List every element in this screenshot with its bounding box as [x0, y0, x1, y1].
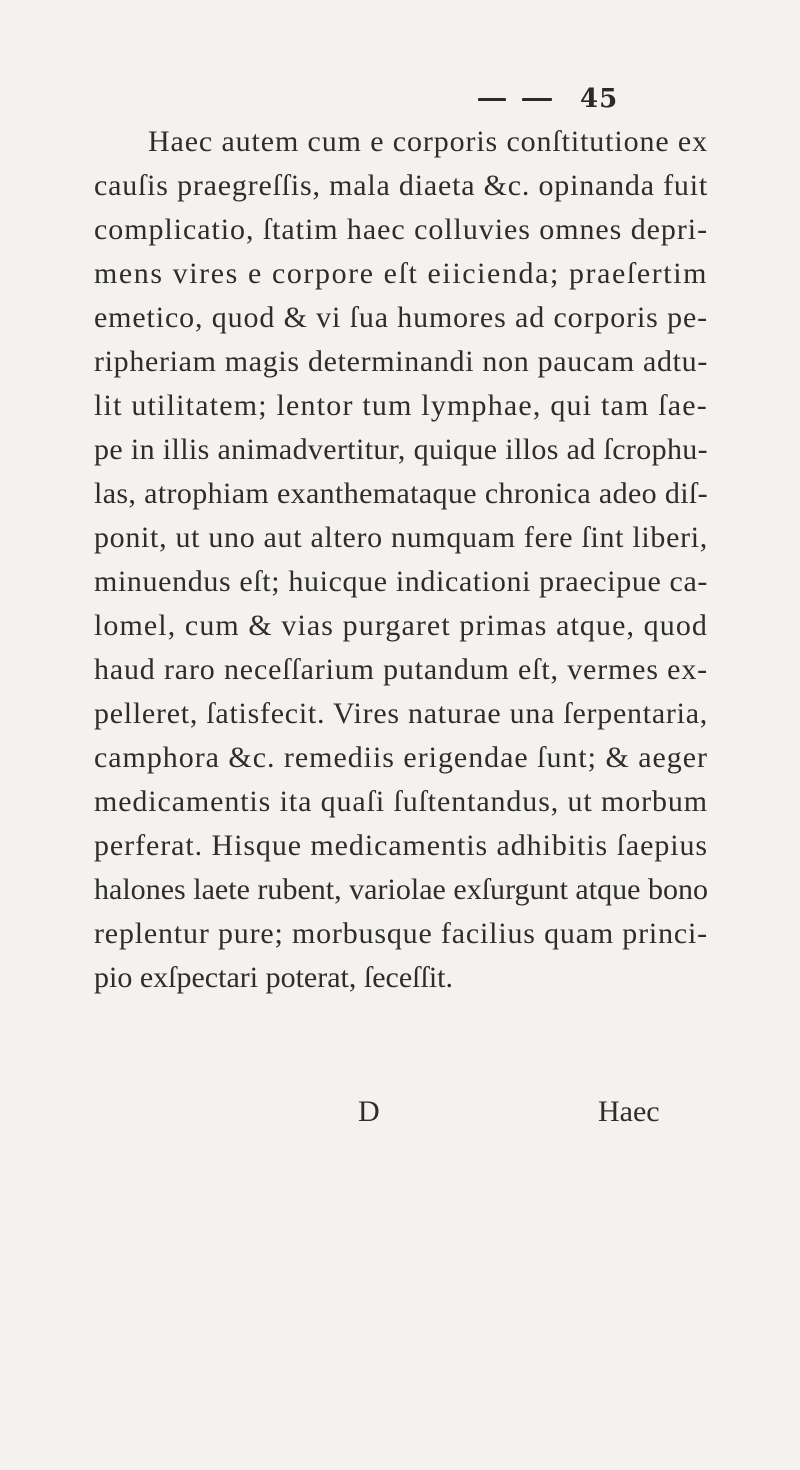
text-line: replentur pure; morbusque facilius quam princi- — [94, 917, 708, 950]
text-line: perferat. Hisque medicamentis adhibitis ſaepius — [94, 829, 709, 862]
text-line: pelleret, ſatisfecit. Vires naturae una ſerpentaria, — [94, 697, 709, 730]
text-line: lomel, cum & vias purgaret primas atque, quod — [94, 609, 709, 642]
text-line: pe in illis animadvertitur, quique illos ad ſcrophu- — [94, 433, 709, 466]
catchword: Haec — [598, 1095, 660, 1128]
signature-mark: D — [358, 1095, 380, 1128]
text-line: pio exſpectari poterat, ſeceſſit. — [94, 961, 454, 994]
text-line: ponit, ut uno aut altero numquam fere ſint liberi, — [94, 521, 708, 554]
text-line: las, atrophiam exanthemataque chronica adeo diſ- — [94, 477, 709, 510]
text-line: halones laete rubent, variolae exſurgunt atque bono — [94, 873, 709, 906]
text-line: complicatio, ſtatim haec colluvies omnes depri- — [94, 213, 709, 246]
text-line: lit utilitatem; lentor tum lymphae, qui tam ſae- — [94, 389, 708, 422]
text-line: haud raro neceſſarium putandum eſt, vermes ex- — [94, 653, 708, 686]
text-line: mens vires e corpore eſt eiicienda; praeſertim — [94, 257, 709, 290]
header-rule-left — [478, 98, 506, 101]
text-line: cauſis praegreſſis, mala diaeta &c. opinanda fuit — [94, 169, 709, 202]
page-number: 45 — [580, 84, 619, 114]
header-rule-right — [522, 98, 552, 101]
text-line: camphora &c. remediis erigendae ſunt; & aeger — [94, 741, 708, 774]
text-line: emetico, quod & vi ſua humores ad corporis pe- — [94, 301, 708, 334]
text-line: Haec autem cum e corporis conſtitutione ex — [148, 125, 709, 158]
text-line: minuendus eſt; huicque indicationi praecipue ca- — [94, 565, 709, 598]
text-line: ripheriam magis determinandi non paucam adtu- — [94, 345, 708, 378]
text-line: medicamentis ita quaſi ſuſtentandus, ut morbum — [94, 785, 708, 818]
